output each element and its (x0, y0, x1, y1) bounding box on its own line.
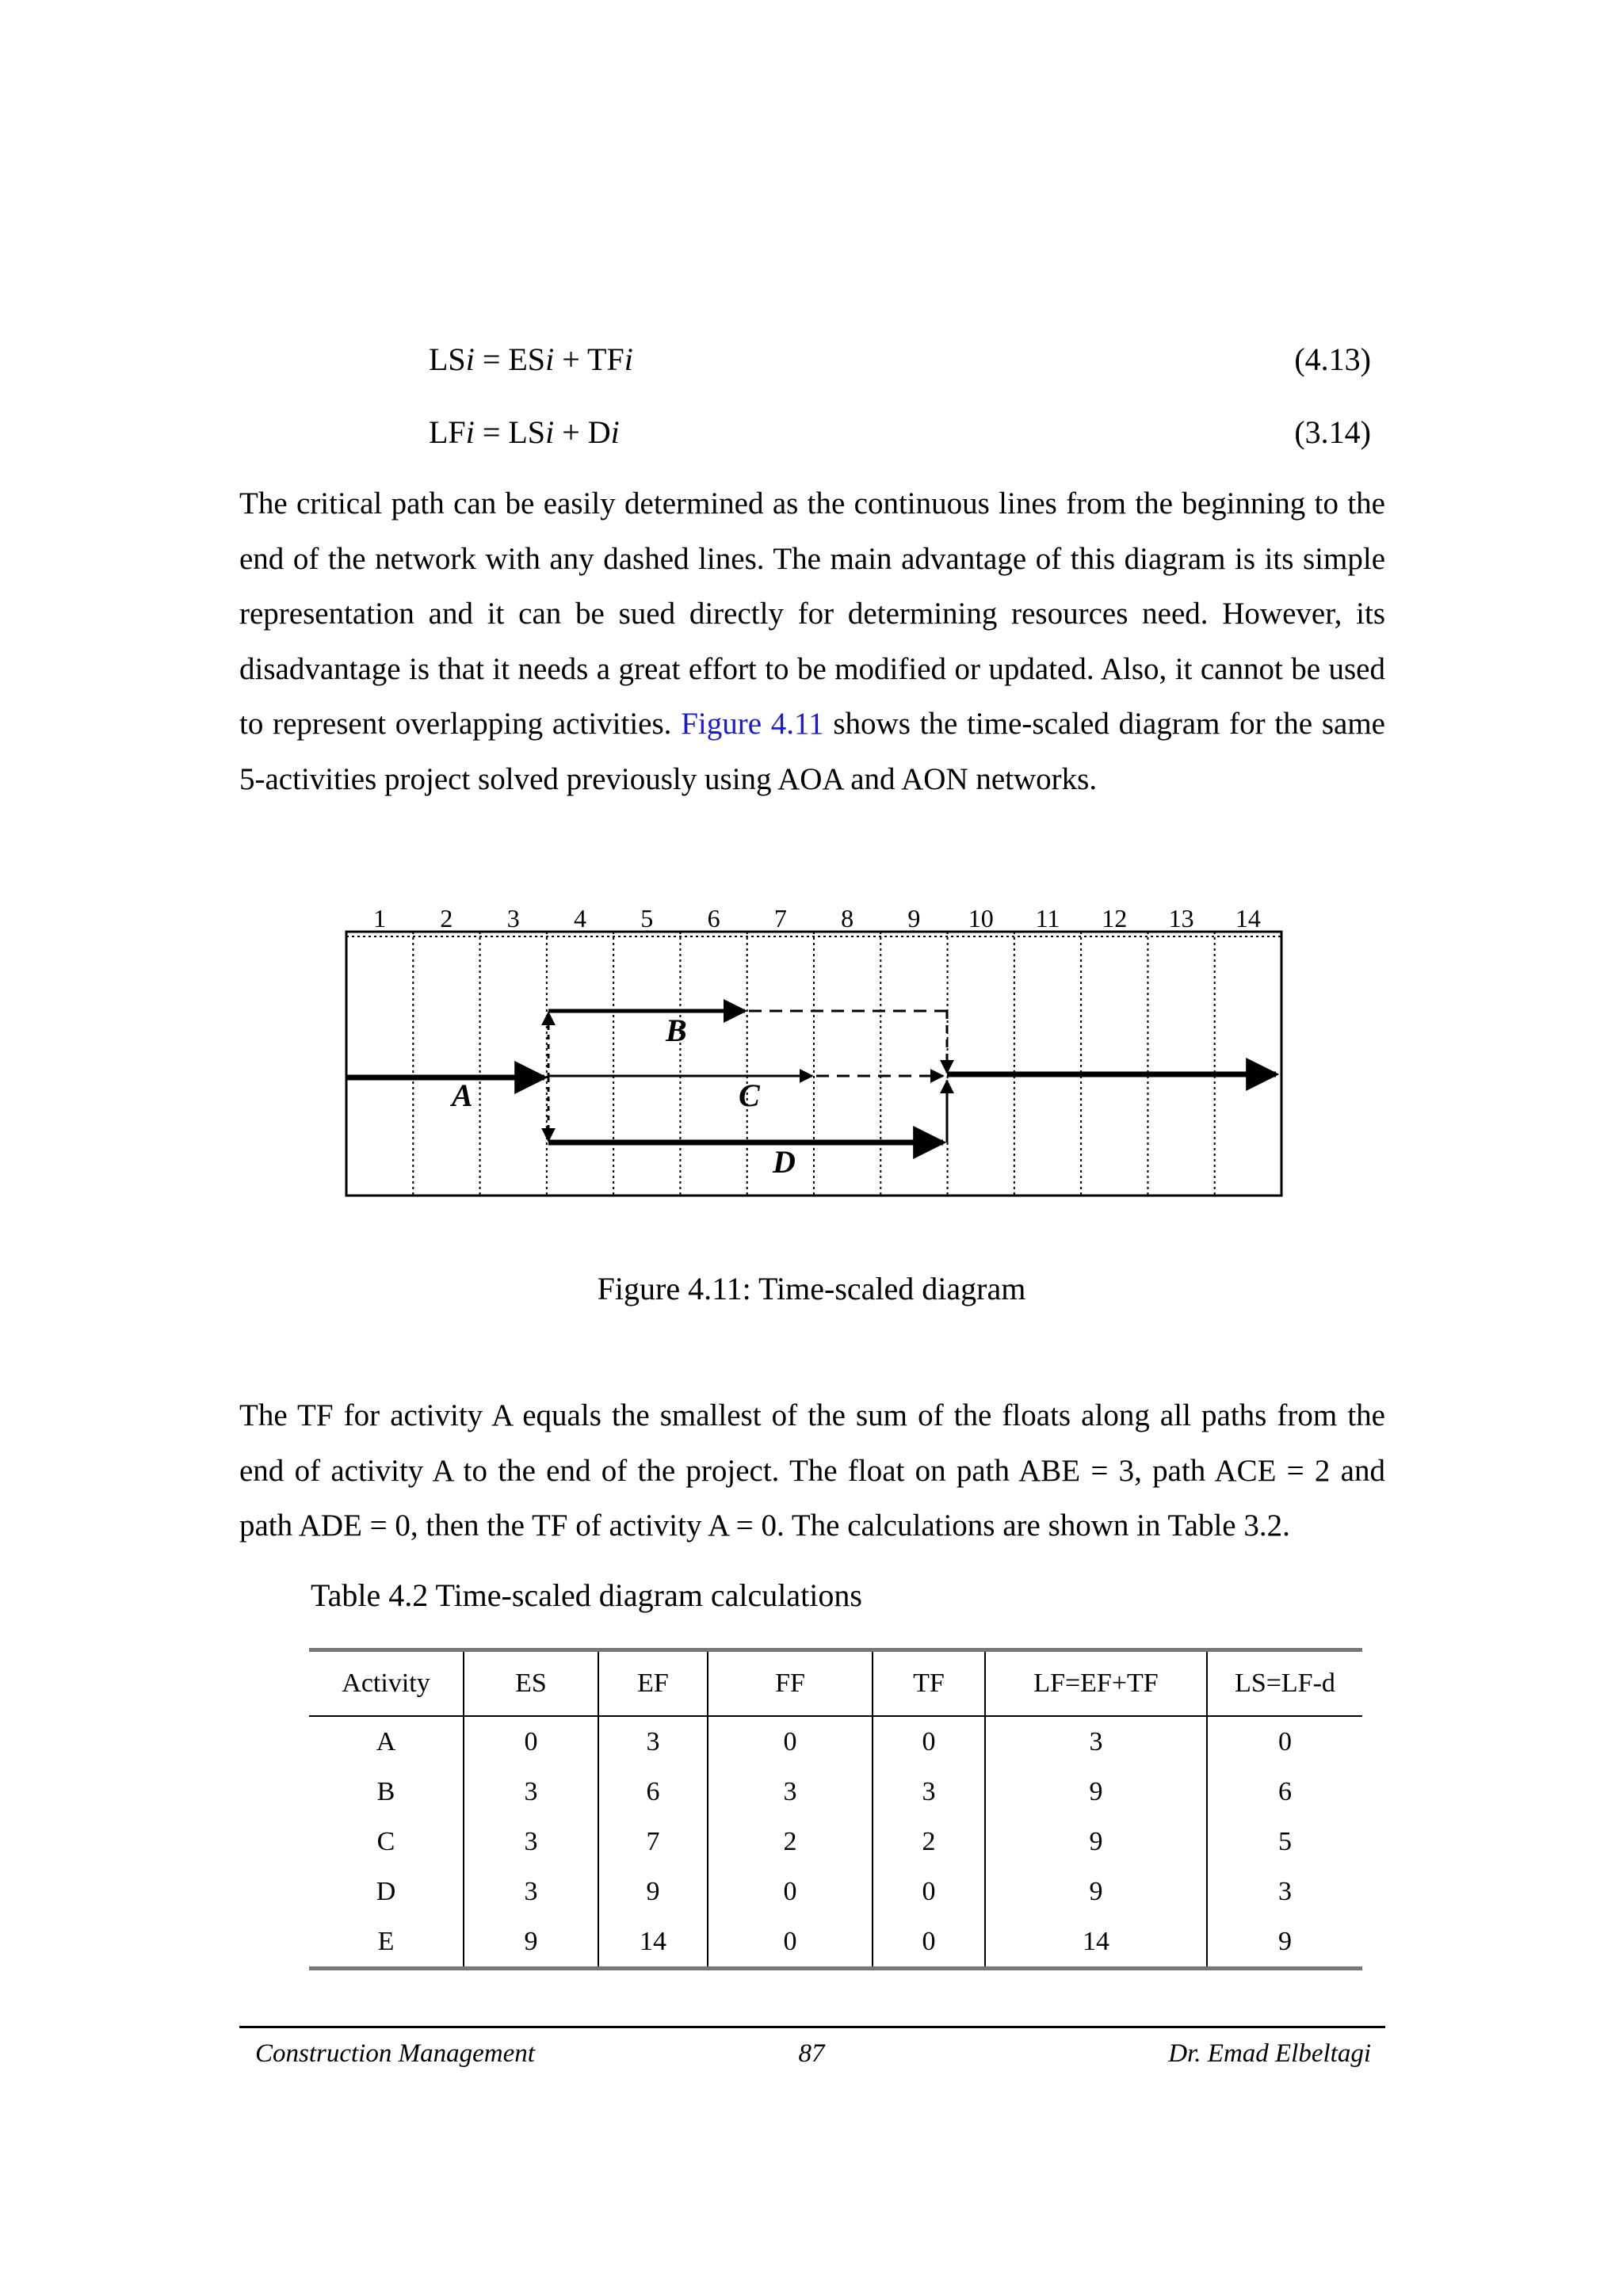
table-cell: 3 (985, 1716, 1207, 1767)
table-cell: 3 (598, 1716, 708, 1767)
footer-author: Dr. Emad Elbeltagi (1168, 2039, 1371, 2068)
table-cell: 9 (598, 1867, 708, 1917)
table-cell: 0 (873, 1917, 985, 1969)
table-cell: 9 (1207, 1917, 1362, 1969)
time-label: 14 (1235, 904, 1261, 933)
column-header: Activity (309, 1650, 464, 1717)
column-header: EF (598, 1650, 708, 1717)
table-cell: 6 (1207, 1767, 1362, 1817)
table-header-row (309, 1650, 1362, 1717)
table-cell: 3 (708, 1767, 873, 1817)
table-cell: E (377, 1926, 395, 1956)
table-cell: 9 (464, 1917, 598, 1969)
table-cell: 7 (598, 1817, 708, 1867)
time-label: 4 (574, 904, 586, 933)
table-cell: 3 (464, 1867, 598, 1917)
page-number: 87 (798, 2039, 825, 2068)
footer-course: Construction Management (255, 2039, 535, 2068)
activity-a-label: A (452, 1077, 473, 1113)
time-label: 1 (373, 904, 387, 933)
paragraph-total-float: The TF for activity A equals the smallest of the sum of the floats along all paths from the end of activity A to the end of the project. The float on path ABE = 3, path ACE = 2 and path ADE = 0, then the TF of activity A = 0. The calculations are shown in Table 3.2. (239, 1398, 1385, 1543)
table-row (309, 1767, 1362, 1817)
table-cell: D (376, 1876, 396, 1906)
table-cell: 0 (1207, 1716, 1362, 1767)
table-cell: 3 (873, 1767, 985, 1817)
table-cell: 9 (985, 1867, 1207, 1917)
time-label: 9 (907, 904, 921, 933)
table-cell: 3 (1207, 1867, 1362, 1917)
table-cell: 0 (708, 1917, 873, 1969)
time-label: 3 (506, 904, 520, 933)
table-row (309, 1716, 1362, 1767)
equation-number: (3.14) (1294, 414, 1371, 450)
table-cell: 14 (598, 1917, 708, 1969)
column-header: LS=LF-d (1207, 1650, 1362, 1717)
table-title: Table 4.2 Time-scaled diagram calculations (311, 1577, 862, 1613)
activity-d-label: D (773, 1144, 796, 1180)
table-cell: 9 (985, 1817, 1207, 1867)
time-label: 2 (440, 904, 453, 933)
table-cell: 14 (985, 1917, 1207, 1969)
table-cell: 5 (1207, 1817, 1362, 1867)
time-label: 12 (1102, 904, 1128, 933)
time-label: 5 (640, 904, 654, 933)
footer-rule (239, 2026, 1385, 2028)
column-header: FF (708, 1650, 873, 1717)
table-cell: 6 (598, 1767, 708, 1817)
table-cell: 0 (708, 1716, 873, 1767)
activity-c-label: C (739, 1077, 760, 1113)
time-label: 7 (773, 904, 787, 933)
equation-expression: LFi = LSi + Di (429, 414, 620, 450)
table-cell: 9 (985, 1767, 1207, 1817)
table-row (309, 1917, 1362, 1969)
paragraph-critical-path: The critical path can be easily determined as the continuous lines from the beginning to the end of the network with any dashed lines. The main advantage of this diagram is its simple representation and it can be sued directly for determining resources need. However, its disadvantage is that it needs a great effort to be modified or updated. Also, it cannot be used to represent overlapping activities. Figure 4.11 shows the time-scaled diagram for the same 5-activities project solved previously using AOA and AON networks. (239, 486, 1385, 796)
column-header: TF (873, 1650, 985, 1717)
time-axis-labels (373, 904, 1261, 933)
time-label: 10 (968, 904, 994, 933)
table-cell: 0 (873, 1867, 985, 1917)
table-cell: C (376, 1826, 395, 1856)
table-cell: 3 (464, 1817, 598, 1867)
table-cell: 2 (873, 1817, 985, 1867)
table-cell: 3 (464, 1767, 598, 1817)
time-label: 11 (1035, 904, 1060, 933)
column-header: LF=EF+TF (985, 1650, 1207, 1717)
table-cell: 0 (708, 1867, 873, 1917)
time-label: 6 (707, 904, 720, 933)
equation-number: (4.13) (1294, 341, 1371, 377)
calculations-table (309, 1648, 1362, 1970)
equation-expression: LSi = ESi + TFi (429, 341, 633, 377)
figure-link[interactable]: Figure 4.11 (681, 707, 824, 741)
time-label: 13 (1168, 904, 1194, 933)
table-cell: A (376, 1726, 396, 1756)
column-header: ES (464, 1650, 598, 1717)
time-grid-lines (346, 932, 1281, 1196)
table-cell: B (376, 1776, 395, 1806)
time-scaled-diagram (333, 895, 1300, 1212)
table-row (309, 1817, 1362, 1867)
activity-b-label: B (666, 1013, 687, 1048)
figure-caption: Figure 4.11: Time-scaled diagram (597, 1271, 1026, 1306)
table-cell: 0 (464, 1716, 598, 1767)
time-label: 8 (841, 904, 854, 933)
table-cell: 0 (873, 1716, 985, 1767)
table-row (309, 1867, 1362, 1917)
table-cell: 2 (708, 1817, 873, 1867)
